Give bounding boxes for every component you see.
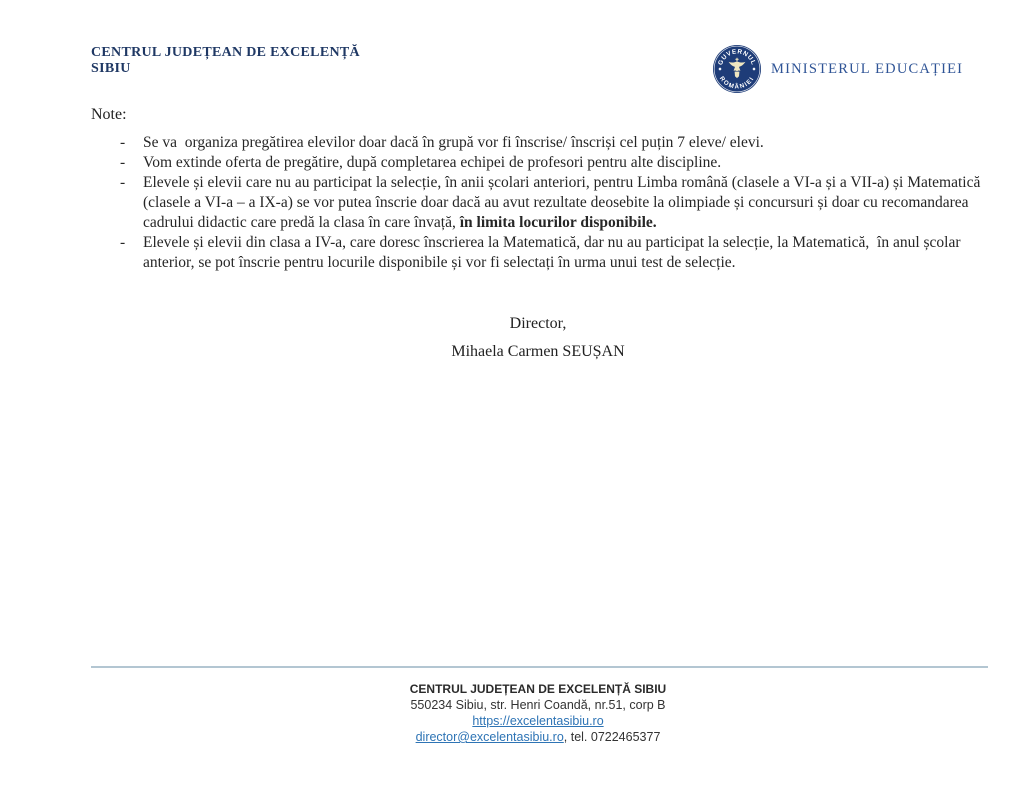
footer-contact-line [91,729,985,745]
bullet-text: Elevele și elevii din clasa a IV-a, care doresc înscrierea la Matematică, dar nu au participat la selecție, la Matematică, în anul școlar anterior, se pot înscrie pentru locurile disponibile și vor fi selectați în urma unui test de selecție. [143,234,965,271]
bullet-text: Vom extinde oferta de pregătire, după completarea echipei de profesori pentru alte discipline. [143,154,722,171]
signature-block [91,314,985,362]
list-item [120,233,984,273]
org-title: CENTRUL JUDEȚEAN DE EXCELENȚĂ SIBIU [91,45,360,76]
footer-divider [91,666,988,668]
footer-email-link[interactable]: director@excelentasibiu.ro [415,730,564,744]
bullet-marker: - [120,154,126,171]
footer [91,681,985,745]
footer-phone: , tel. 0722465377 [563,730,661,744]
list-item [120,173,984,233]
bullet-marker: - [120,174,126,191]
footer-org-name: CENTRUL JUDEȚEAN DE EXCELENȚĂ SIBIU [409,682,667,696]
footer-website-link[interactable]: https://excelentasibiu.ro [472,714,604,728]
signature-name: Mihaela Carmen SEUȘAN [451,343,625,360]
list-item [120,133,984,153]
bullet-text: Elevele și elevii care nu au participat la selecție, în anii școlari anteriori, pentru Limba română (clasele a VI-a și a VII-a) și Matematică (clasele a VI-a – a IX-a) se vor putea înscrie doar dacă au avut rezultate deosebite la olimpiade și concursuri și doar cu recomandarea cadrului didactic care predă la clasa în care învață, în limita locurilor disponibile. [143,174,985,231]
ministry-branding [712,44,963,94]
bullet-marker: - [120,134,126,151]
signature-role: Director, [509,315,567,332]
footer-address: 550234 Sibiu, str. Henri Coandă, nr.51, corp B [410,698,666,712]
government-seal-icon [712,44,762,94]
notes-list [120,133,984,273]
ministry-label: MINISTERUL EDUCAȚIEI [771,60,964,77]
svg-text:GUVERNUL: GUVERNUL [717,48,757,67]
bullet-text: Se va organiza pregătirea elevilor doar dacă în grupă vor fi înscrise/ înscriși cel puțin 7 eleve/ elevi. [143,134,764,151]
list-item [120,153,984,173]
svg-text:ROMÂNIEI: ROMÂNIEI [717,75,757,91]
note-heading: Note: [91,106,127,123]
bullet-marker: - [120,234,126,251]
